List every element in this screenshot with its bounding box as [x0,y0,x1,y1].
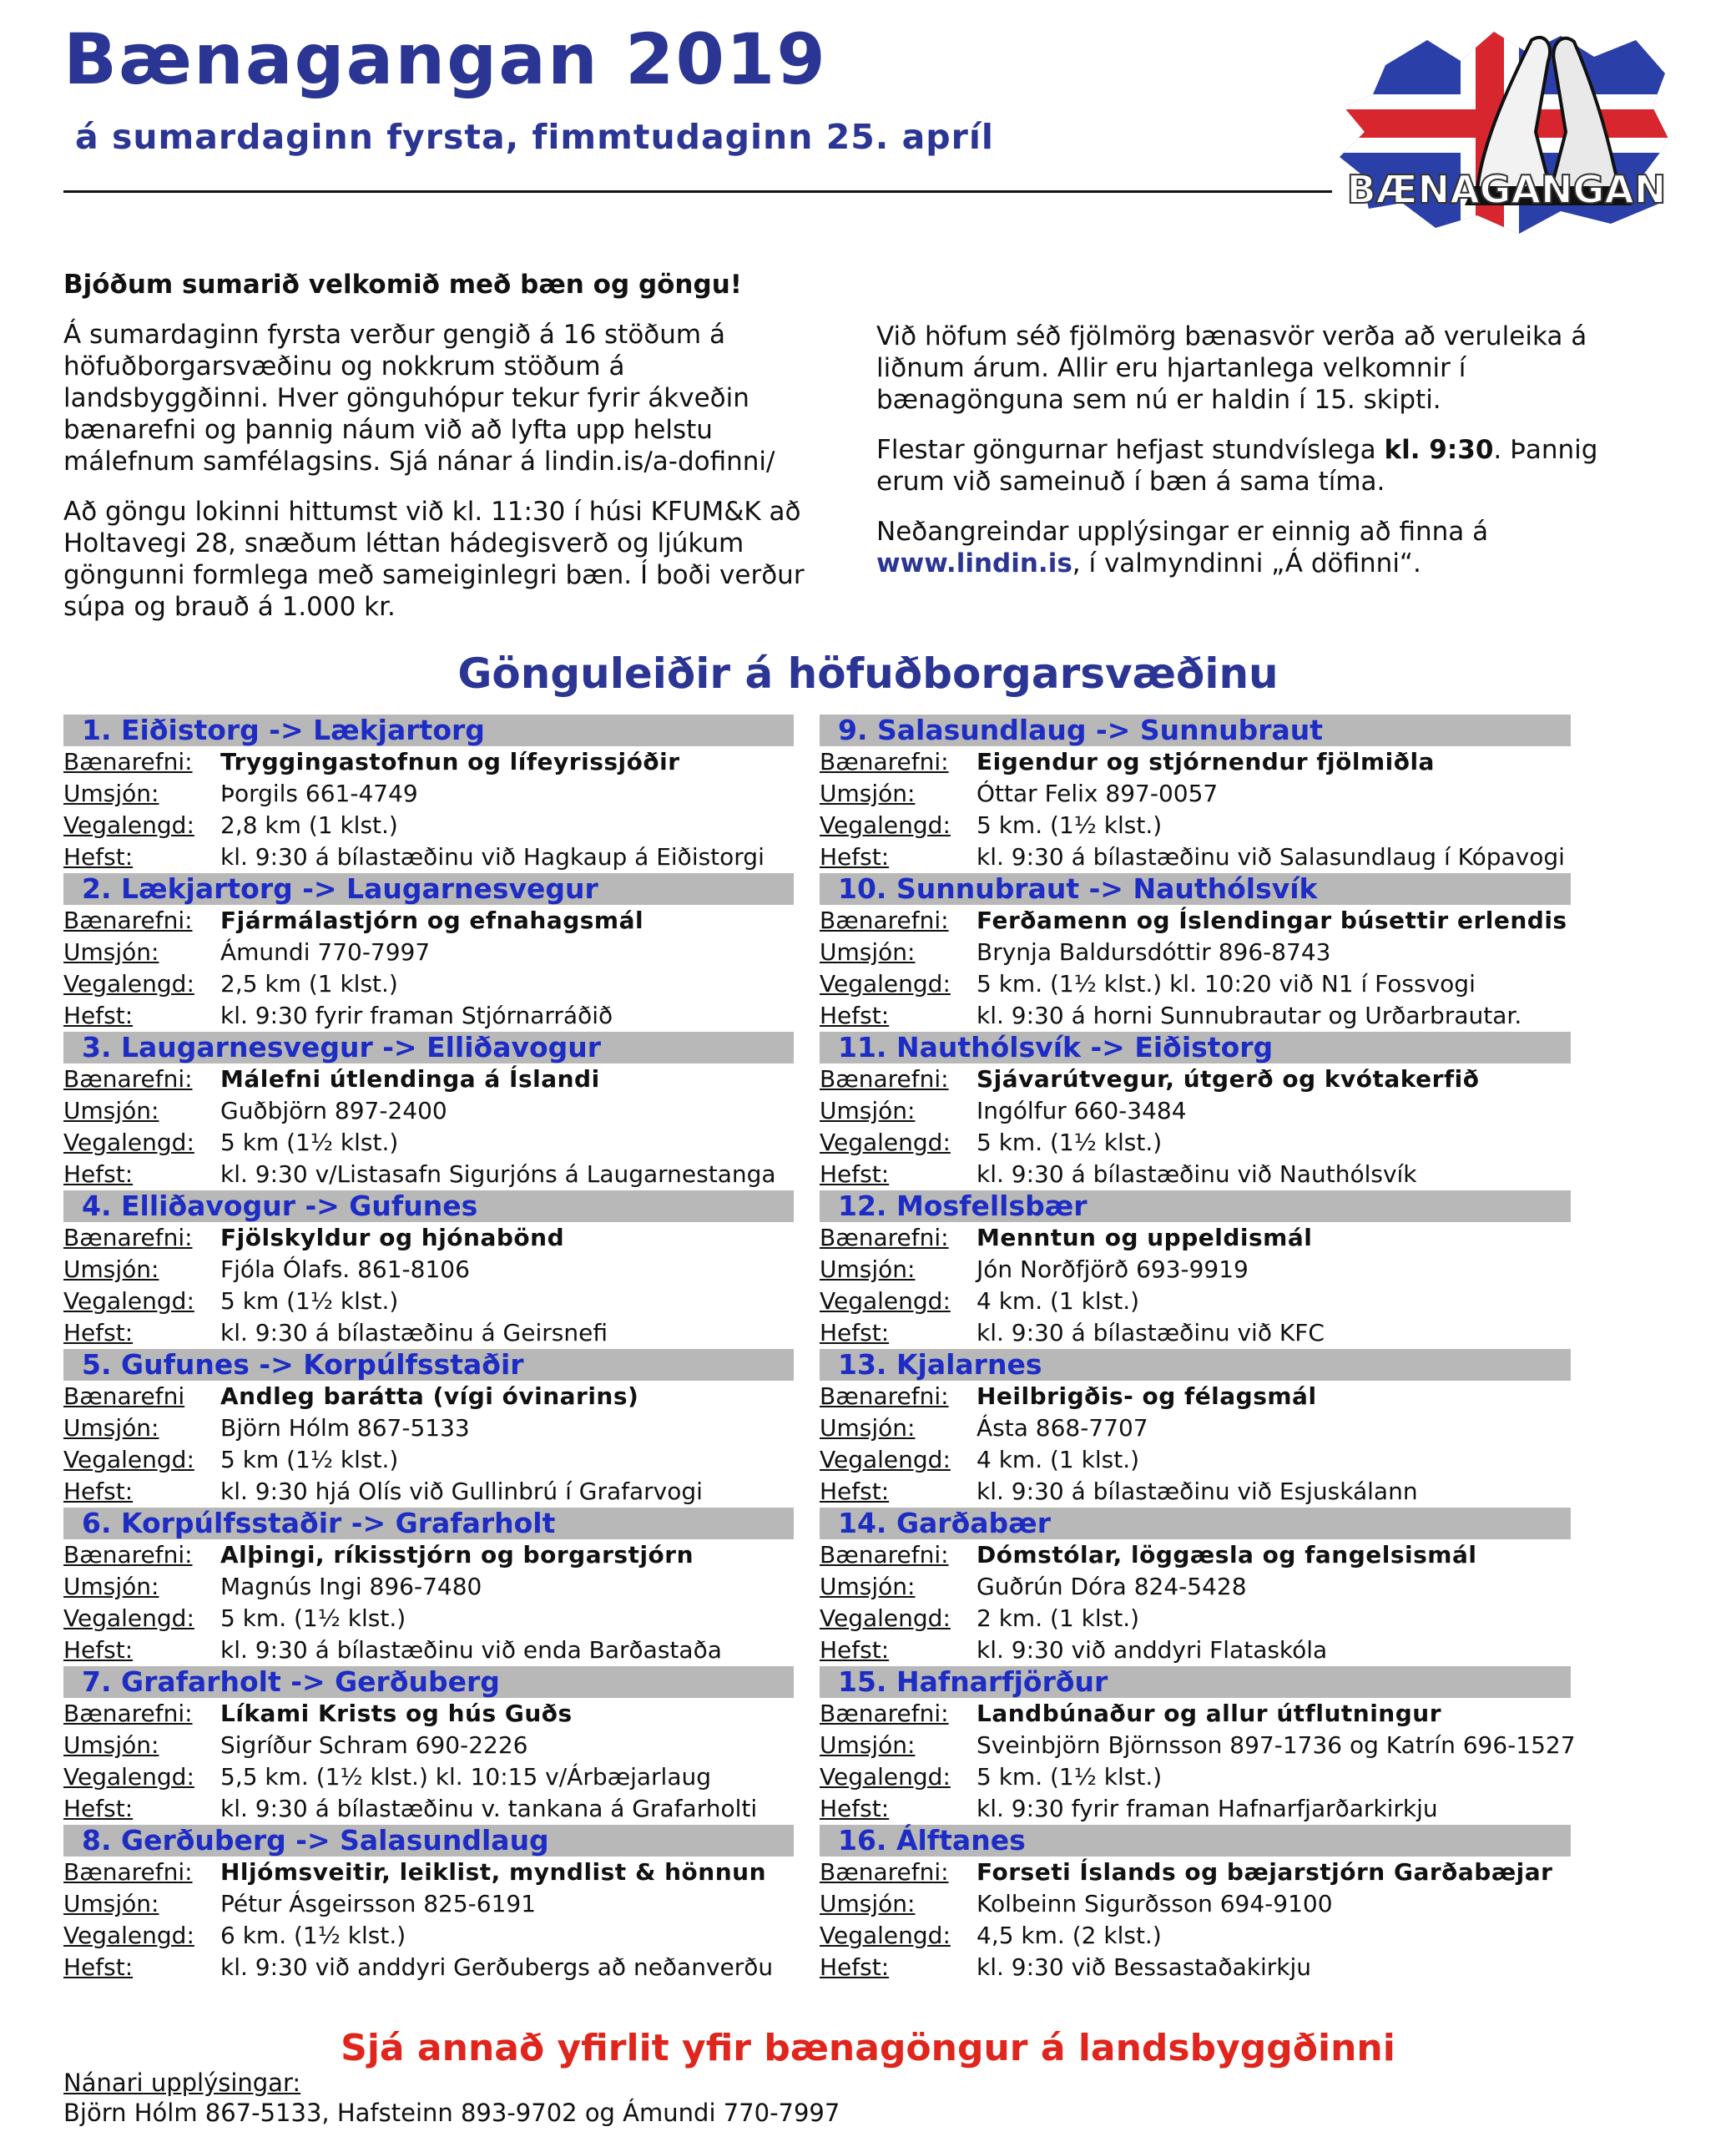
route-start-label: Hefst: [63,1002,134,1029]
route-start-row [820,1159,1571,1190]
route-distance-label: Vegalengd: [820,1446,951,1473]
route-manager-label: Umsjón: [63,1097,159,1124]
route-topic-label: Bænarefni: [820,1382,949,1410]
route-manager-value: Þorgils 661-4749 [220,780,418,807]
route-start-value: kl. 9:30 við anddyri Flataskóla [976,1636,1328,1664]
routes-heading: Gönguleiðir á höfuðborgarsvæðinu [457,649,1279,698]
route-distance-row [63,1444,794,1476]
route-manager-value: Guðbjörn 897-2400 [220,1097,447,1124]
route-topic-row [63,1222,794,1254]
route-distance-row [820,1603,1571,1634]
route-distance-row [63,1286,794,1317]
route-manager-row [63,1412,794,1444]
route-topic-value: Fjölskyldur og hjónabönd [220,1224,565,1251]
route-manager-label: Umsjón: [63,1731,159,1759]
route-block [820,1190,1571,1349]
intro-paragraph-2: Að göngu lokinni hittumst við kl. 11:30 í húsi KFUM&K að Holtavegi 28, snæðum léttan hádegisverð og ljúkum göngunni formlega með sameiginlegri bæn. Í boði verður súpa og brauð á 1.000 kr. [63,497,805,622]
route-manager-row [820,1412,1571,1444]
route-start-label: Hefst: [63,1953,134,1981]
route-distance-value: 2,8 km (1 klst.) [220,811,398,839]
footer-contacts: Björn Hólm 867-5133, Hafsteinn 893-9702 og Ámundi 770-7997 [63,2099,840,2127]
route-topic-row [820,1381,1571,1412]
route-manager-value: Ámundi 770-7997 [220,938,431,966]
route-start-row [63,1317,794,1349]
route-start-value: kl. 9:30 á bílastæðinu við KFC [976,1319,1325,1346]
route-manager-value: Guðrún Dóra 824-5428 [976,1573,1247,1600]
route-start-row [63,1476,794,1508]
route-distance-row [820,1127,1571,1159]
route-topic-value: Menntun og uppeldismál [976,1224,1313,1251]
route-distance-label: Vegalengd: [63,811,194,839]
route-distance-value: 6 km. (1½ klst.) [220,1922,406,1949]
footer-notice: Sjá annað yfirlit yfir bænagöngur á landsbyggðinni [341,2027,1395,2069]
route-start-label: Hefst: [820,1478,890,1505]
route-manager-value: Sveinbjörn Björnsson 897-1736 og Katrín 696-1527 [976,1731,1576,1759]
route-title: 15. Hafnarfjörður [820,1666,1571,1698]
route-topic-label: Bænarefni: [820,907,949,934]
route-block [63,715,794,873]
route-block [63,1508,794,1666]
baenagangan-logo [1335,15,1678,240]
route-title: 1. Eiðistorg -> Lækjartorg [63,715,794,746]
routes-column-left [63,715,794,1983]
route-block [820,1665,1576,1825]
route-distance-row [820,1286,1571,1317]
route-topic-value: Ferðamenn og Íslendingar búsettir erlendis [976,907,1567,934]
route-distance-label: Vegalengd: [63,1446,194,1473]
route-block [820,873,1571,1032]
route-distance-row [63,810,794,841]
route-distance-label: Vegalengd: [820,970,951,998]
route-distance-label: Vegalengd: [63,1922,194,1949]
route-block [63,1032,794,1190]
intro-headline: Bjóðum sumarið velkomið með bæn og göngu! [63,270,742,300]
route-topic-value: Fjármálastjórn og efnahagsmál [220,907,644,934]
route-distance-label: Vegalengd: [63,970,194,998]
route-topic-label: Bænarefni: [63,748,193,775]
route-topic-label: Bænarefni: [820,1065,949,1093]
page-title: Bænagangan 2019 [63,18,827,100]
route-manager-value: Ingólfur 660-3484 [976,1097,1187,1124]
route-distance-row [820,1444,1571,1476]
route-start-value: kl. 9:30 við anddyri Gerðubergs að neðanverðu [220,1953,774,1981]
route-start-label: Hefst: [63,1795,134,1822]
route-topic-row [820,905,1571,937]
route-manager-value: Ásta 868-7707 [976,1414,1148,1442]
route-topic-value: Landbúnaður og allur útflutningur [976,1700,1442,1727]
route-topic-value: Hljómsveitir, leiklist, myndlist & hönnun [220,1858,767,1886]
route-topic-row [820,1063,1571,1095]
route-manager-value: Jón Norðfjörð 693-9919 [976,1255,1249,1283]
route-distance-value: 5 km. (1½ klst.) kl. 10:20 við N1 í Fossvogi [976,970,1476,998]
route-manager-label: Umsjón: [63,780,159,807]
route-distance-value: 5 km. (1½ klst.) [976,811,1163,839]
route-title: 3. Laugarnesvegur -> Elliðavogur [63,1032,794,1063]
route-topic-row [820,1698,1571,1730]
route-distance-label: Vegalengd: [820,1129,951,1156]
route-manager-row [63,778,794,810]
route-distance-label: Vegalengd: [63,1287,194,1315]
route-manager-row [820,1888,1571,1920]
route-manager-row [820,1730,1576,1761]
route-distance-value: 5,5 km. (1½ klst.) kl. 10:15 v/Árbæjarlaug [220,1763,712,1791]
route-block [63,1349,794,1508]
route-manager-label: Umsjón: [820,1731,916,1759]
route-start-label: Hefst: [63,1636,134,1664]
route-start-row [820,1793,1571,1825]
page-subtitle: á sumardaginn fyrsta, fimmtudaginn 25. apríl [75,117,994,157]
route-title: 4. Elliðavogur -> Gufunes [63,1190,794,1222]
route-topic-row [820,746,1571,778]
intro-right-paragraph-3: Neðangreindar upplýsingar er einnig að finna á www.lindin.is, í valmyndinni „Á döfinni“. [876,517,1489,578]
route-topic-value: Andleg barátta (vígi óvinarins) [220,1382,639,1410]
route-title: 12. Mosfellsbær [820,1190,1571,1222]
route-start-label: Hefst: [820,843,890,871]
route-start-row [820,1952,1571,1983]
route-distance-value: 5 km (1½ klst.) [220,1446,399,1473]
route-distance-label: Vegalengd: [820,1922,951,1949]
route-distance-value: 4 km. (1 klst.) [976,1287,1140,1315]
route-start-value: kl. 9:30 á bílastæðinu við Hagkaup á Eiðistorgi [220,843,765,871]
route-start-value: kl. 9:30 á bílastæðinu við enda Barðastaða [220,1636,722,1664]
route-distance-label: Vegalengd: [820,1287,951,1315]
route-manager-label: Umsjón: [820,1573,916,1600]
route-distance-label: Vegalengd: [63,1604,194,1632]
route-topic-label: Bænarefni: [63,1224,193,1251]
route-manager-value: Sigríður Schram 690-2226 [220,1731,528,1759]
route-start-row [820,841,1571,873]
routes-column-right [820,714,1576,1983]
route-topic-value: Líkami Krists og hús Guðs [220,1700,573,1727]
route-block [63,1666,794,1825]
route-start-value: kl. 9:30 á horni Sunnubrautar og Urðarbrautar. [976,1002,1522,1029]
route-manager-label: Umsjón: [820,1097,916,1124]
route-block [820,1349,1571,1508]
route-title: 13. Kjalarnes [820,1349,1571,1381]
route-start-row [63,1634,794,1666]
route-distance-value: 2,5 km (1 klst.) [220,970,398,998]
route-topic-label: Bænarefni: [63,907,193,934]
route-topic-row [63,746,794,778]
route-distance-row [63,968,794,1000]
route-manager-label: Umsjón: [63,1255,159,1283]
route-start-row [820,1317,1571,1349]
route-manager-label: Umsjón: [63,1414,159,1442]
route-topic-label: Bænarefni: [63,1700,193,1727]
route-manager-row [820,937,1571,968]
route-manager-row [63,1254,794,1286]
route-block [63,1825,794,1983]
route-title: 5. Gufunes -> Korpúlfsstaðir [63,1349,794,1381]
route-start-row [820,1634,1571,1666]
route-start-label: Hefst: [820,1953,890,1981]
route-manager-value: Fjóla Ólafs. 861-8106 [220,1255,470,1283]
route-manager-label: Umsjón: [820,780,916,807]
route-distance-label: Vegalengd: [820,1763,951,1791]
route-manager-label: Umsjón: [820,938,916,966]
intro-left [63,269,815,641]
route-manager-label: Umsjón: [63,1573,159,1600]
route-manager-row [63,1730,794,1761]
route-distance-value: 5 km (1½ klst.) [220,1129,399,1156]
route-distance-value: 5 km (1½ klst.) [220,1287,399,1315]
route-start-value: kl. 9:30 á bílastæðinu við Esjuskálann [976,1478,1418,1505]
intro-right-paragraph-2: Flestar göngurnar hefjast stundvíslega kl. 9:30. Þannig erum við sameinuð í bæn á sama tíma. [876,435,1598,497]
route-manager-row [63,1571,794,1603]
route-topic-label: Bænarefni: [820,1224,949,1251]
route-start-label: Hefst: [820,1319,890,1346]
route-distance-value: 5 km. (1½ klst.) [976,1763,1163,1791]
route-manager-value: Björn Hólm 867-5133 [220,1414,470,1442]
route-topic-label: Bænarefni: [820,748,949,775]
route-title: 10. Sunnubraut -> Nauthólsvík [820,873,1571,905]
route-distance-label: Vegalengd: [63,1763,194,1791]
route-topic-label: Bænarefni: [63,1858,193,1886]
route-topic-value: Alþingi, ríkisstjórn og borgarstjórn [220,1541,694,1569]
route-topic-label: Bænarefni: [63,1065,193,1093]
route-start-value: kl. 9:30 á bílastæðinu v. tankana á Grafarholti [220,1795,758,1822]
logo-text: BÆNAGANGAN [1346,167,1667,212]
lindin-link[interactable]: www.lindin.is [876,548,1072,578]
route-start-row [820,1000,1571,1032]
route-distance-label: Vegalengd: [820,811,951,839]
route-block [63,873,794,1032]
route-manager-label: Umsjón: [820,1890,916,1917]
route-title: 9. Salasundlaug -> Sunnubraut [820,715,1571,746]
route-manager-row [820,778,1571,810]
route-start-label: Hefst: [820,1636,890,1664]
route-title: 6. Korpúlfsstaðir -> Grafarholt [63,1508,794,1539]
route-topic-value: Tryggingastofnun og lífeyrissjóðir [220,748,680,775]
route-topic-value: Dómstólar, löggæsla og fangelsismál [976,1541,1477,1569]
route-distance-row [820,968,1571,1000]
route-topic-row [63,1539,794,1571]
route-distance-value: 2 km. (1 klst.) [976,1604,1140,1632]
route-distance-value: 4 km. (1 klst.) [976,1446,1140,1473]
route-start-row [63,841,794,873]
route-start-value: kl. 9:30 á bílastæðinu við Salasundlaug í Kópavogi [976,843,1565,871]
route-start-label: Hefst: [63,1319,134,1346]
route-distance-row [820,1920,1571,1952]
route-distance-value: 5 km. (1½ klst.) [220,1604,406,1632]
route-start-label: Hefst: [63,1478,134,1505]
route-topic-row [820,1857,1571,1888]
route-start-value: kl. 9:30 á bílastæðinu á Geirsnefi [220,1319,608,1346]
route-manager-row [820,1095,1571,1127]
route-start-row [63,1952,794,1983]
route-start-value: kl. 9:30 við Bessastaðakirkju [976,1953,1311,1981]
intro-right-paragraph-1: Við höfum séð fjölmörg bænasvör verða að veruleika á liðnum árum. Allir eru hjartanlega velkomnir í bænagönguna sem nú er haldin í 15. skipti. [876,321,1587,415]
route-topic-label: Bænarefni: [820,1541,949,1569]
route-topic-row [63,1381,794,1412]
route-start-label: Hefst: [63,843,134,871]
route-title: 11. Nauthólsvík -> Eiðistorg [820,1032,1571,1063]
route-title: 7. Grafarholt -> Gerðuberg [63,1666,794,1698]
route-manager-value: Brynja Baldursdóttir 896-8743 [976,938,1331,966]
header-rule [63,190,1332,193]
route-distance-row [820,810,1571,841]
route-start-label: Hefst: [63,1160,134,1188]
footer-info-label: Nánari upplýsingar: [63,2069,301,2097]
route-distance-row [820,1761,1571,1793]
route-start-row [820,1476,1571,1508]
route-start-row [63,1159,794,1190]
route-topic-label: Bænarefni [63,1382,185,1410]
route-title: 8. Gerðuberg -> Salasundlaug [63,1825,794,1857]
route-start-label: Hefst: [820,1160,890,1188]
route-start-label: Hefst: [820,1002,890,1029]
route-start-value: kl. 9:30 á bílastæðinu við Nauthólsvík [976,1160,1417,1188]
route-manager-row [63,1095,794,1127]
route-manager-value: Kolbeinn Sigurðsson 694-9100 [976,1890,1333,1917]
route-distance-row [63,1127,794,1159]
route-start-label: Hefst: [820,1795,890,1822]
route-manager-label: Umsjón: [820,1414,916,1442]
intro-right [876,321,1628,598]
route-manager-value: Magnús Ingi 896-7480 [220,1573,482,1600]
route-start-value: kl. 9:30 fyrir framan Hafnarfjarðarkirkju [976,1795,1438,1822]
route-topic-value: Eigendur og stjórnendur fjölmiðla [976,748,1435,775]
route-manager-row [820,1254,1571,1286]
route-distance-label: Vegalengd: [820,1604,951,1632]
route-topic-value: Heilbrigðis- og félagsmál [976,1382,1317,1410]
start-time-emphasis: kl. 9:30 [1384,435,1494,465]
route-topic-row [63,1063,794,1095]
route-start-value: kl. 9:30 fyrir framan Stjórnarráðið [220,1002,613,1029]
route-distance-value: 4,5 km. (2 klst.) [976,1922,1162,1949]
route-topic-value: Málefni útlendinga á Íslandi [220,1065,600,1093]
route-manager-row [63,1888,794,1920]
route-title: 14. Garðabær [820,1508,1571,1539]
route-start-row [63,1793,794,1825]
route-topic-row [63,1857,794,1888]
route-topic-label: Bænarefni: [820,1858,949,1886]
route-block [63,1190,794,1349]
route-title: 2. Lækjartorg -> Laugarnesvegur [63,873,794,905]
route-block [820,1508,1571,1666]
route-topic-label: Bænarefni: [820,1700,949,1727]
route-block [820,715,1571,873]
route-title: 16. Álftanes [820,1825,1571,1857]
route-block [820,1032,1571,1190]
route-topic-value: Forseti Íslands og bæjarstjórn Garðabæjar [976,1858,1553,1886]
route-distance-value: 5 km. (1½ klst.) [976,1129,1163,1156]
route-manager-row [63,937,794,968]
route-distance-label: Vegalengd: [63,1129,194,1156]
route-topic-row [63,905,794,937]
route-start-row [63,1000,794,1032]
route-topic-row [820,1539,1571,1571]
route-start-value: kl. 9:30 v/Listasafn Sigurjóns á Laugarnestanga [220,1160,776,1188]
route-topic-label: Bænarefni: [63,1541,193,1569]
route-topic-row [820,1222,1571,1254]
route-manager-value: Pétur Ásgeirsson 825-6191 [220,1890,537,1917]
route-distance-row [63,1920,794,1952]
route-start-value: kl. 9:30 hjá Olís við Gullinbrú í Grafarvogi [220,1478,703,1505]
route-distance-row [63,1603,794,1634]
route-manager-value: Óttar Felix 897-0057 [976,780,1219,807]
route-manager-label: Umsjón: [820,1255,916,1283]
route-manager-row [820,1571,1571,1603]
intro-paragraph-1: Á sumardaginn fyrsta verður gengið á 16 stöðum á höfuðborgarsvæðinu og nokkrum stöðum á landsbyggðinni. Hver gönguhópur tekur fyrir ákveðin bænarefni og þannig náum við að lyfta upp helstu málefnum samfélagsins. Sjá nánar á lindin.is/a-dofinni/ [63,320,775,477]
route-block [820,1825,1571,1983]
route-topic-value: Sjávarútvegur, útgerð og kvótakerfið [976,1065,1480,1093]
route-topic-row [63,1698,794,1730]
route-distance-row [63,1761,794,1793]
route-manager-label: Umsjón: [63,1890,159,1917]
route-manager-label: Umsjón: [63,938,159,966]
